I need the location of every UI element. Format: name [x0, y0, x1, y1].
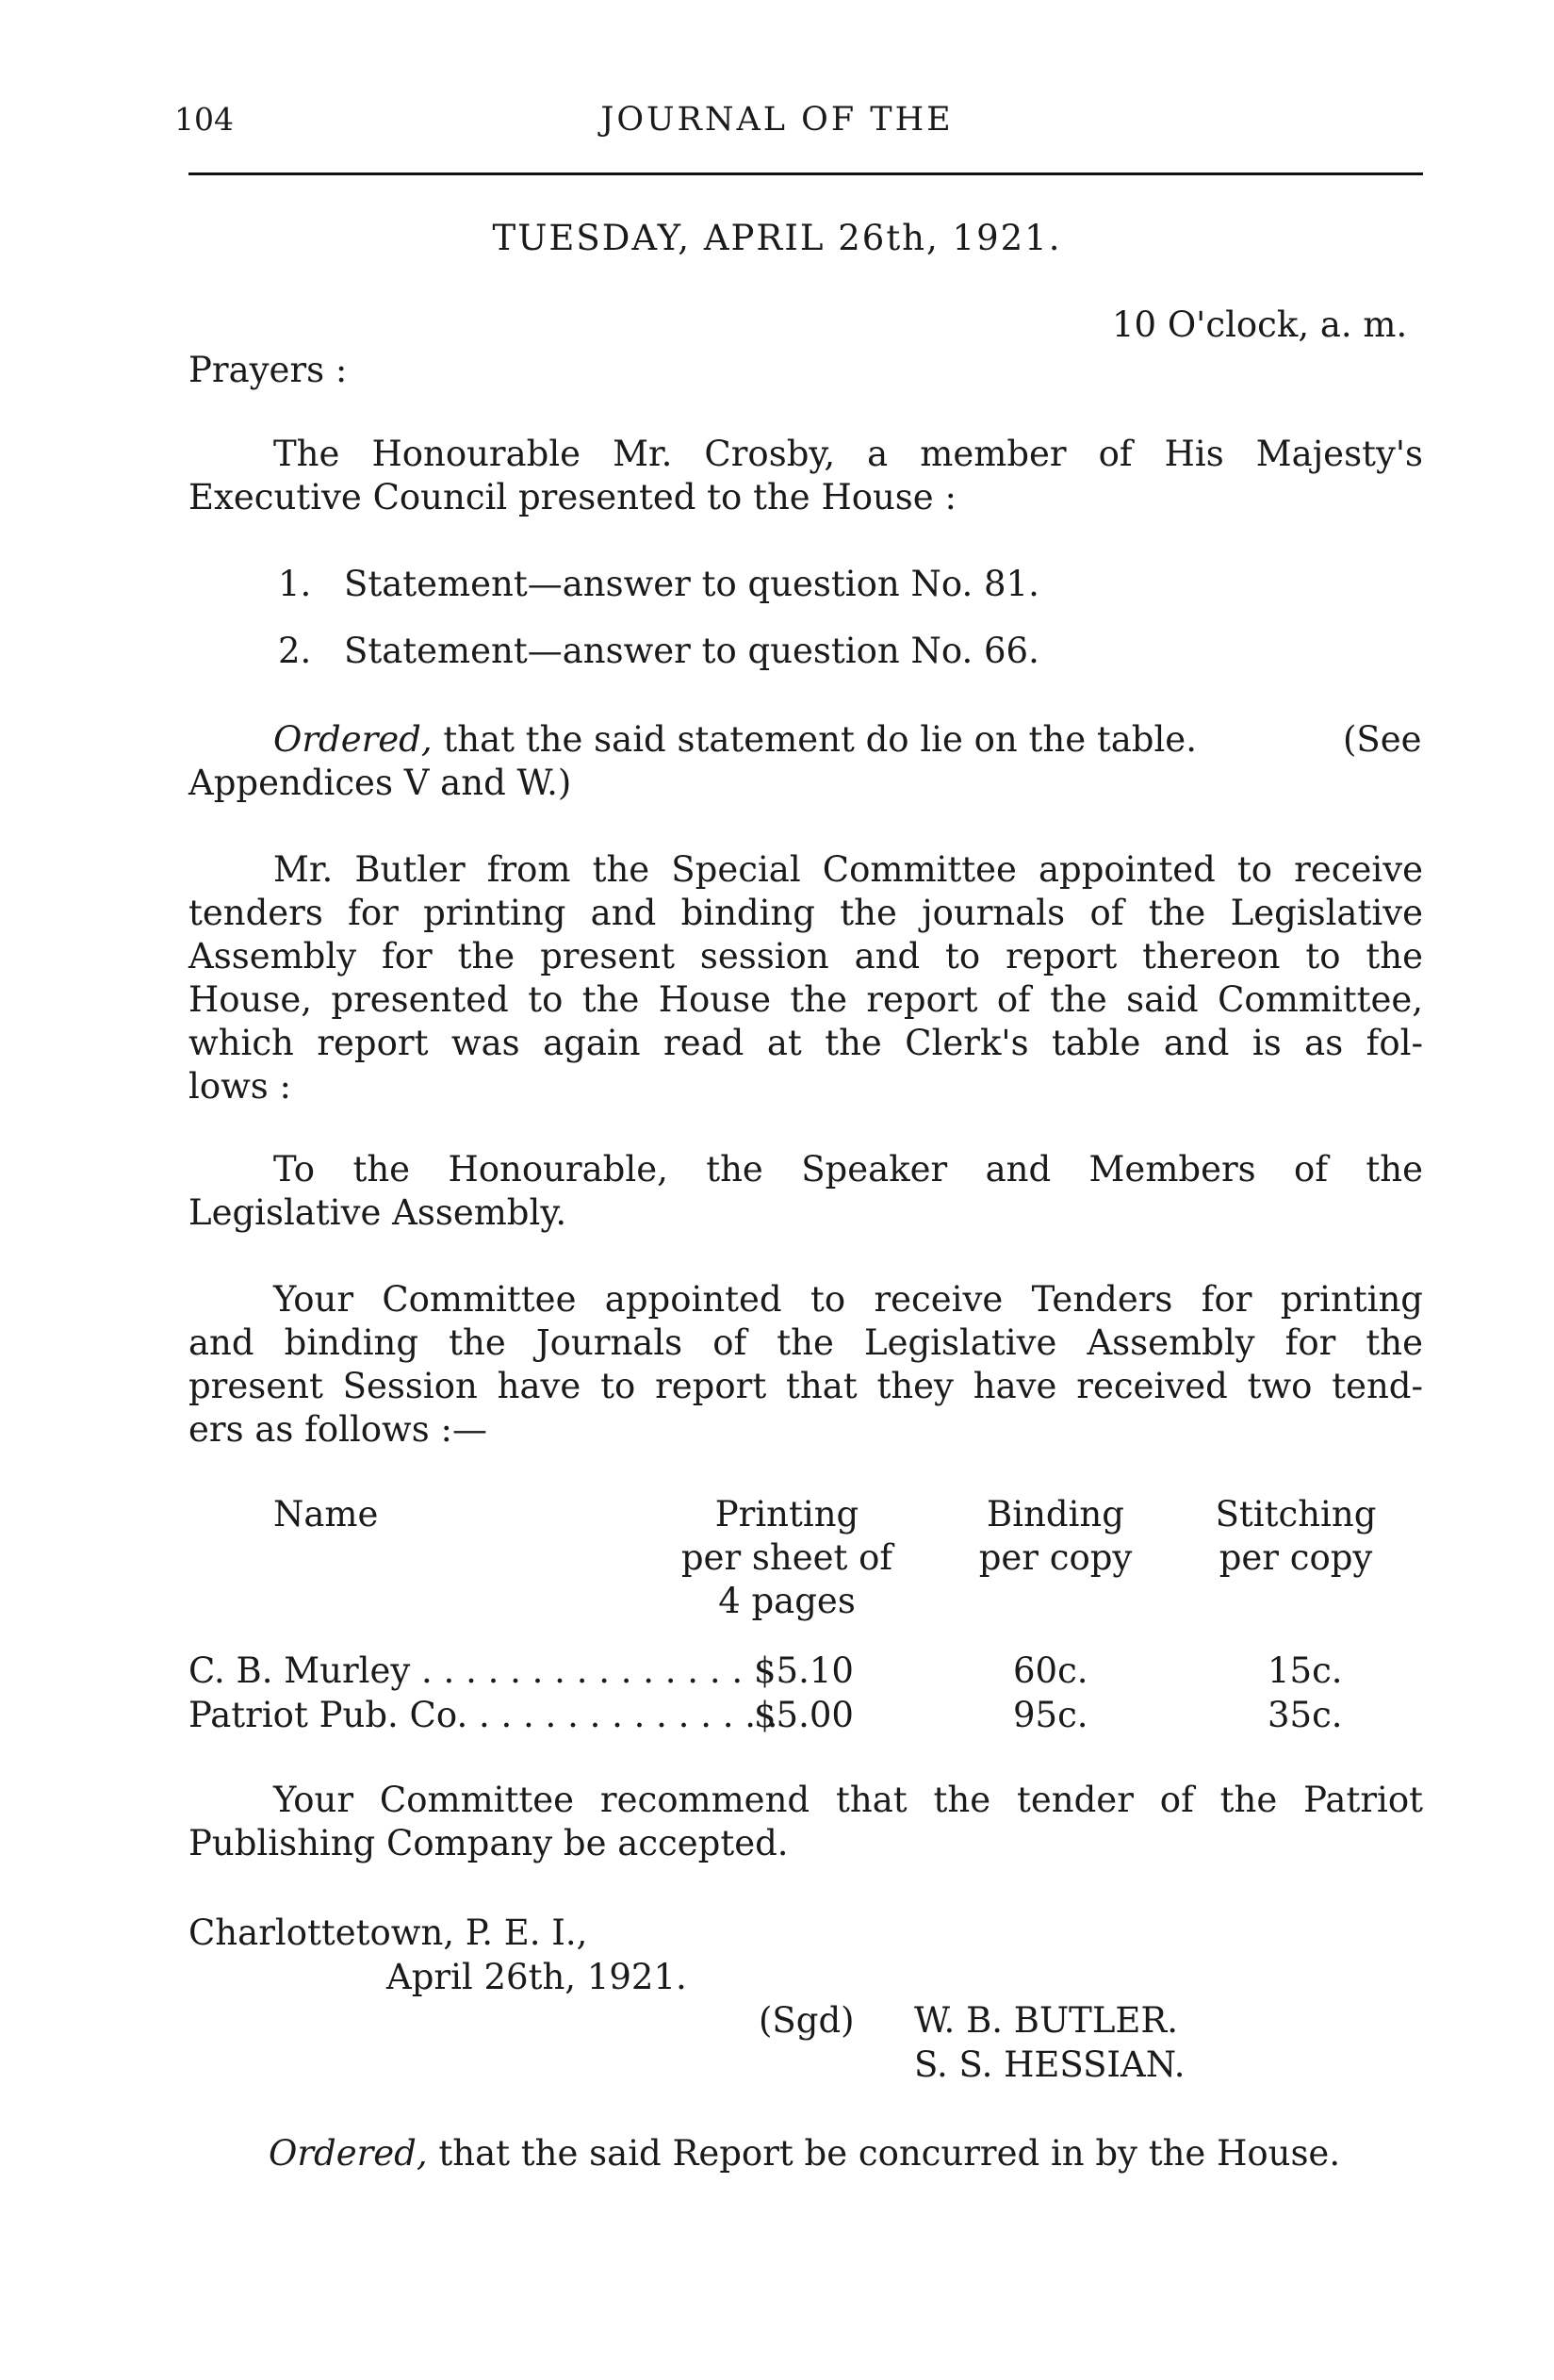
item-text: Statement—answer to question No. 81.	[344, 564, 1039, 604]
row-binding: 95c.	[1013, 1695, 1088, 1735]
item-number: 1.	[278, 564, 312, 604]
header-line: per sheet of	[680, 1537, 893, 1578]
time-line: 10 O'clock, a. m.	[1112, 304, 1408, 345]
row-leader: . . . . . . . . . . . . . . .	[421, 1650, 744, 1691]
table-header-printing	[646, 1493, 928, 1623]
header-line: per copy	[1219, 1537, 1373, 1578]
ordered-text: that the said statement do lie on the table.	[432, 719, 1197, 760]
list-item	[278, 563, 1039, 606]
ordered-italic: Ordered,	[269, 2133, 428, 2174]
paragraph-line: which report was again read at the Clerk's table and is as fol-	[188, 1023, 1423, 1063]
row-binding: 60c.	[1013, 1650, 1088, 1691]
item-number: 2.	[278, 631, 312, 671]
ordered-appendices: Appendices V and W.)	[188, 763, 572, 803]
ordered-concurred	[269, 2132, 1340, 2175]
paragraph-line: Publishing Company be accepted.	[188, 1823, 789, 1863]
row-name: Patriot Pub. Co.	[188, 1695, 468, 1735]
signer-name: S. S. HESSIAN.	[914, 2044, 1186, 2085]
paragraph-committee	[188, 1278, 1423, 1452]
header-line: 4 pages	[718, 1581, 856, 1621]
paragraph-line: Your Committee appointed to receive Tenders for printing	[273, 1279, 1423, 1320]
row-stitching: 15c.	[1268, 1650, 1343, 1691]
paragraph-line: ers as follows :—	[188, 1409, 487, 1450]
table-header-name: Name	[273, 1494, 379, 1535]
paragraph-recommend	[188, 1779, 1423, 1865]
ordered-text: that the said Report be concurred in by the House.	[427, 2133, 1341, 2174]
header-line: Stitching	[1215, 1494, 1377, 1535]
header-line: Printing	[714, 1494, 859, 1535]
paragraph-line: Executive Council presented to the House :	[188, 477, 957, 517]
row-name: C. B. Murley	[188, 1650, 411, 1691]
date-line: TUESDAY, APRIL 26th, 1921.	[492, 218, 1062, 258]
row-printing: $5.10	[754, 1650, 854, 1691]
table-row	[188, 1694, 778, 1737]
paragraph-line: and binding the Journals of the Legislative Assembly for the	[188, 1322, 1423, 1363]
row-stitching: 35c.	[1268, 1695, 1343, 1735]
signed-label: (Sgd)	[759, 2000, 855, 2041]
journal-title: JOURNAL OF THE	[600, 101, 954, 139]
signer-name: W. B. BUTLER.	[914, 2000, 1179, 2041]
paragraph-line: present Session have to report that they have received two tend-	[188, 1366, 1423, 1406]
paragraph-line: The Honourable Mr. Crosby, a member of His Majesty's	[273, 434, 1423, 474]
table-header-binding	[952, 1493, 1159, 1580]
paragraph-line: Assembly for the present session and to report thereon to the	[188, 936, 1423, 977]
item-text: Statement—answer to question No. 66.	[344, 631, 1039, 671]
ordered-statement	[273, 718, 1197, 762]
place-line: Charlottetown, P. E. I.,	[188, 1912, 588, 1953]
paragraph-butler	[188, 848, 1423, 1108]
paragraph-crosby	[188, 433, 1423, 519]
paragraph-line: Your Committee recommend that the tender of the Patriot	[273, 1780, 1423, 1820]
prayers-line: Prayers :	[188, 350, 348, 390]
header-line: Binding	[987, 1494, 1124, 1535]
table-row	[188, 1650, 743, 1693]
table-header-stitching	[1183, 1493, 1409, 1580]
paragraph-line: House, presented to the House the report of the said Committee,	[188, 979, 1423, 1020]
paragraph-line: To the Honourable, the Speaker and Members of the	[273, 1149, 1423, 1190]
paragraph-address	[188, 1148, 1423, 1235]
paragraph-line: lows :	[188, 1066, 291, 1107]
ordered-see: (See	[1343, 719, 1422, 760]
page-number: 104	[174, 101, 234, 138]
paragraph-line: Legislative Assembly.	[188, 1192, 567, 1233]
header-rule	[188, 172, 1423, 175]
list-item	[278, 630, 1039, 673]
signature-date: April 26th, 1921.	[386, 1957, 687, 1997]
row-printing: $5.00	[754, 1695, 854, 1735]
paragraph-line: Mr. Butler from the Special Committee appointed to receive	[273, 849, 1423, 890]
paragraph-line: tenders for printing and binding the journals of the Legislative	[188, 893, 1423, 933]
row-leader: . . . . . . . . . . . . . .	[478, 1695, 778, 1735]
header-line: per copy	[978, 1537, 1133, 1578]
ordered-italic: Ordered,	[273, 719, 433, 760]
